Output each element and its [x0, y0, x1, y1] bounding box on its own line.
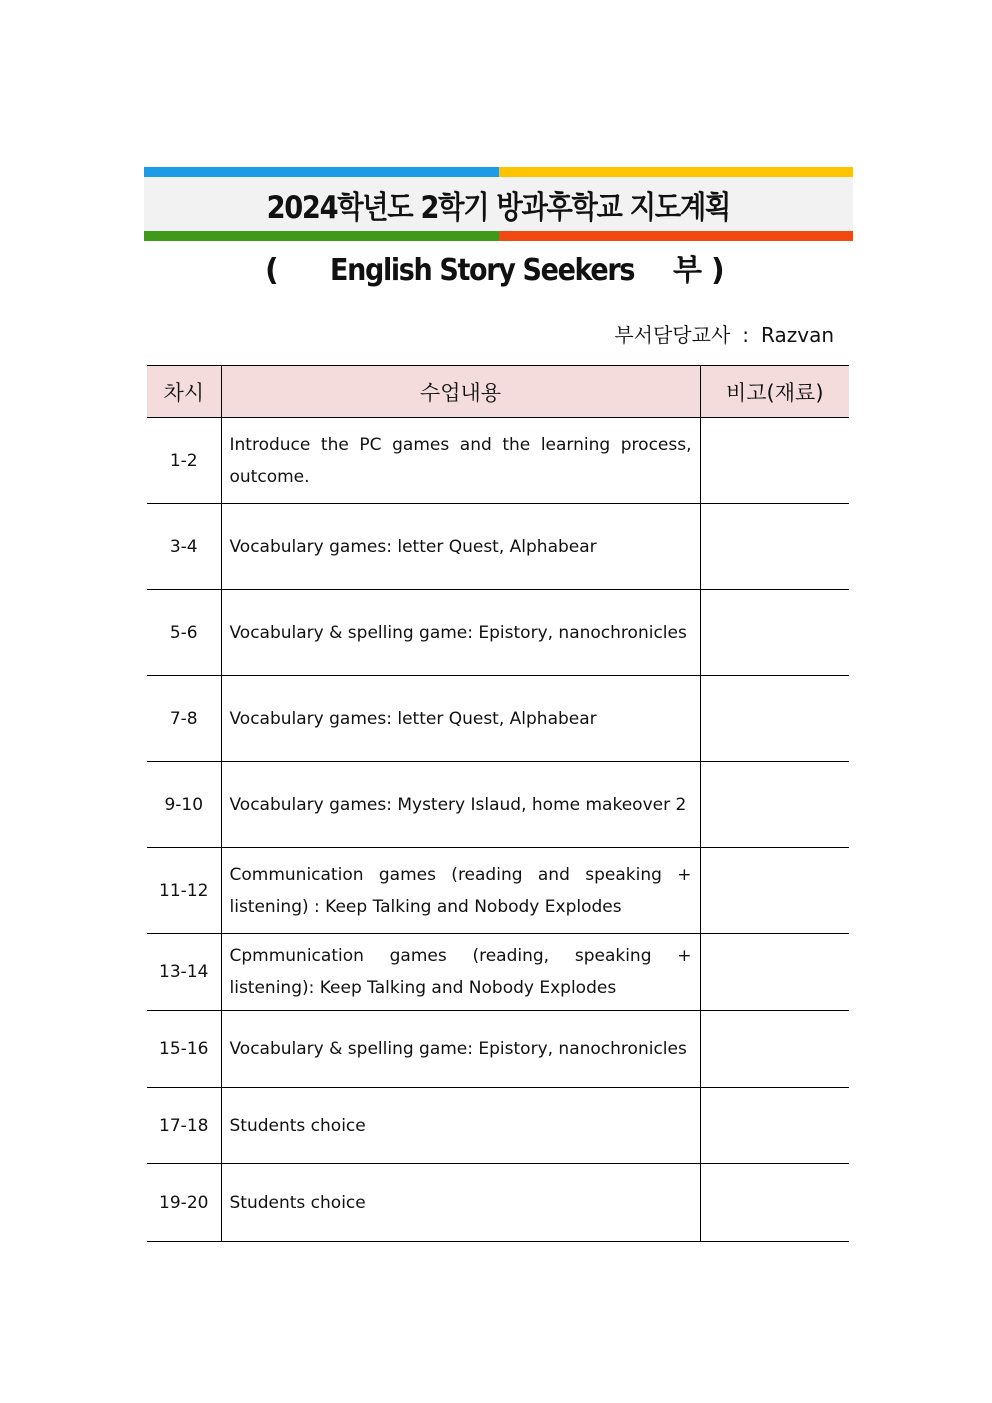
- content-cell: Vocabulary & spelling game: Epistory, nanochronicles: [221, 590, 700, 676]
- table-row: [147, 1088, 849, 1164]
- session-cell: 11-12: [147, 848, 221, 934]
- color-bar-bottom-right: [499, 231, 853, 241]
- note-cell: [700, 590, 849, 676]
- session-cell: 7-8: [147, 676, 221, 762]
- note-cell: [700, 848, 849, 934]
- session-cell: 9-10: [147, 762, 221, 848]
- color-bar-top-right: [499, 167, 853, 177]
- note-cell: [700, 1164, 849, 1242]
- header-content: 수업내용: [221, 366, 700, 418]
- content-cell: Vocabulary & spelling game: Epistory, nanochronicles: [221, 1011, 700, 1088]
- content-cell: Communication games (reading and speaking + listening) : Keep Talking and Nobody Explodes: [221, 848, 700, 934]
- teacher-line: [614, 318, 834, 352]
- note-cell: [700, 504, 849, 590]
- content-cell: Cpmmunication games (reading, speaking + listening): Keep Talking and Nobody Explodes: [221, 934, 700, 1011]
- title-band: [144, 177, 853, 231]
- table-row: [147, 676, 849, 762]
- table-row: [147, 762, 849, 848]
- note-cell: [700, 1011, 849, 1088]
- table-row: [147, 418, 849, 504]
- teacher-separator: :: [742, 323, 750, 347]
- content-cell: Vocabulary games: Mystery Islaud, home makeover 2: [221, 762, 700, 848]
- subtitle-close-paren: ): [711, 253, 725, 288]
- table-row: [147, 504, 849, 590]
- session-cell: 13-14: [147, 934, 221, 1011]
- content-cell: Students choice: [221, 1164, 700, 1242]
- header-session: 차시: [147, 366, 221, 418]
- session-cell: 19-20: [147, 1164, 221, 1242]
- subtitle-open-paren: (: [265, 253, 279, 288]
- note-cell: [700, 762, 849, 848]
- session-cell: 17-18: [147, 1088, 221, 1164]
- page-title: 2024학년도 2학기 방과후학교 지도계획: [266, 189, 731, 226]
- table-row: [147, 590, 849, 676]
- table-row: [147, 1011, 849, 1088]
- club-name: English Story Seekers: [330, 253, 635, 288]
- session-cell: 5-6: [147, 590, 221, 676]
- table-header-row: [147, 366, 849, 418]
- content-cell: Vocabulary games: letter Quest, Alphabear: [221, 676, 700, 762]
- note-cell: [700, 676, 849, 762]
- lesson-plan-table: [147, 365, 849, 1242]
- table-row: [147, 1164, 849, 1242]
- content-cell: Students choice: [221, 1088, 700, 1164]
- note-cell: [700, 1088, 849, 1164]
- color-bar-bottom-left: [144, 231, 499, 241]
- session-cell: 1-2: [147, 418, 221, 504]
- table-row: [147, 848, 849, 934]
- club-subtitle: [144, 249, 853, 293]
- club-suffix: 부: [673, 253, 702, 288]
- table-row: [147, 934, 849, 1011]
- header-notes: 비고(재료): [700, 366, 849, 418]
- teacher-name: Razvan: [761, 323, 834, 347]
- title-block: [144, 167, 853, 241]
- note-cell: [700, 934, 849, 1011]
- session-cell: 3-4: [147, 504, 221, 590]
- content-cell: Introduce the PC games and the learning process, outcome.: [221, 418, 700, 504]
- teacher-label: 부서담당교사: [614, 323, 731, 347]
- session-cell: 15-16: [147, 1011, 221, 1088]
- content-cell: Vocabulary games: letter Quest, Alphabear: [221, 504, 700, 590]
- note-cell: [700, 418, 849, 504]
- color-bar-top-left: [144, 167, 499, 177]
